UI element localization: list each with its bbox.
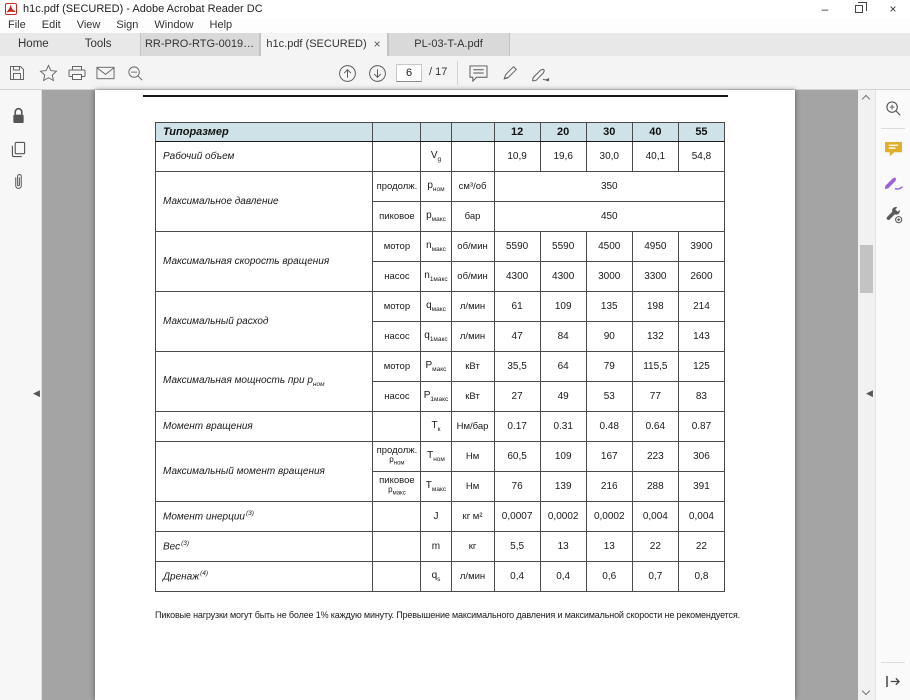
spec-table-subrow-cell: насос — [373, 382, 421, 412]
spec-table-subrow-cell: мотор — [373, 292, 421, 322]
spec-table-header-cell: 40 — [632, 123, 678, 142]
spec-table-header-cell: 20 — [540, 123, 586, 142]
spec-table-subrow-cell: насос — [373, 322, 421, 352]
spec-table-value-cell: 19,6 — [540, 142, 586, 172]
spec-table-value-cell: 0,4 — [494, 562, 540, 592]
table-row — [156, 502, 725, 532]
spec-table-unit-cell: Нм — [451, 472, 494, 502]
spec-table-subrow-cell: пиковое $p_{макс}$ — [373, 472, 421, 502]
menu-sign[interactable]: Sign — [116, 19, 139, 31]
spec-table-label-cell: Момент вращения — [156, 412, 373, 442]
spec-table-value-cell: 216 — [586, 472, 632, 502]
spec-table-value-cell: 4300 — [494, 262, 540, 292]
table-row — [156, 352, 725, 382]
spec-table-label-cell: Дренаж$^{(4)}$ — [156, 562, 373, 592]
spec-table-value-cell: 132 — [632, 322, 678, 352]
spec-table-header-cell — [451, 123, 494, 142]
spec-table-value-cell: 0,7 — [632, 562, 678, 592]
spec-table-value-cell: 83 — [678, 382, 724, 412]
spec-table-label-cell: Максимальная скорость вращения — [156, 232, 373, 292]
spec-table-symbol-cell: $P_{макс}$ — [421, 352, 451, 382]
spec-table-subrow-cell — [373, 412, 421, 442]
spec-table-value-cell: 61 — [494, 292, 540, 322]
spec-table-value-cell: 450 — [494, 202, 724, 232]
spec-table-value-cell: 0.17 — [494, 412, 540, 442]
comment-panel-icon[interactable] — [883, 138, 904, 159]
document-canvas — [42, 90, 858, 700]
spec-table-subrow-cell: мотор — [373, 352, 421, 382]
spec-table-unit-cell — [451, 142, 494, 172]
spec-table-unit-cell: кВт — [451, 382, 494, 412]
pdf-page — [95, 90, 795, 700]
spec-table-subrow-cell: насос — [373, 262, 421, 292]
spec-table-value-cell: 0,004 — [678, 502, 724, 532]
spec-table-header-cell: 30 — [586, 123, 632, 142]
spec-table-label-cell: Максимальное давление — [156, 172, 373, 232]
spec-table-value-cell: 4500 — [586, 232, 632, 262]
page-count-label: / 17 — [429, 66, 448, 78]
spec-table-value-cell: 47 — [494, 322, 540, 352]
spec-table-subrow-cell: пиковое — [373, 202, 421, 232]
spec-table-value-cell: 4950 — [632, 232, 678, 262]
minimize-icon[interactable]: – — [821, 2, 829, 16]
spec-table-label-cell: Вес$^{(3)}$ — [156, 532, 373, 562]
spec-table-value-cell: 5590 — [494, 232, 540, 262]
spec-table-value-cell: 167 — [586, 442, 632, 472]
spec-table-value-cell: 53 — [586, 382, 632, 412]
spec-table-value-cell: 30,0 — [586, 142, 632, 172]
table-row — [156, 142, 725, 172]
spec-table-unit-cell: кг — [451, 532, 494, 562]
tab-bar — [0, 33, 910, 56]
spec-table-symbol-cell: $T_к$ — [421, 412, 451, 442]
spec-table-value-cell: 0,0007 — [494, 502, 540, 532]
spec-table-symbol-cell: $T_{ном}$ — [421, 442, 451, 472]
lock-icon[interactable] — [7, 105, 29, 127]
spec-table-value-cell: 10,9 — [494, 142, 540, 172]
table-row — [156, 412, 725, 442]
menu-edit[interactable]: Edit — [41, 19, 61, 31]
menu-file[interactable]: File — [8, 19, 26, 31]
spec-table-symbol-cell: $T_{макс}$ — [421, 472, 451, 502]
spec-table-value-cell: 288 — [632, 472, 678, 502]
spec-table-symbol-cell: $p_{макс}$ — [421, 202, 451, 232]
spec-table-subrow-cell — [373, 562, 421, 592]
spec-table-value-cell: 2600 — [678, 262, 724, 292]
spec-table-value-cell: 5590 — [540, 232, 586, 262]
spec-table-unit-cell: об/мин — [451, 262, 494, 292]
spec-table-value-cell: 3900 — [678, 232, 724, 262]
spec-table-value-cell: 109 — [540, 442, 586, 472]
spec-table-value-cell: 79 — [586, 352, 632, 382]
spec-table-value-cell: 3300 — [632, 262, 678, 292]
spec-table-value-cell: 49 — [540, 382, 586, 412]
spec-table-symbol-cell: $p_{ном}$ — [421, 172, 451, 202]
spec-table-label-cell: Максимальная мощность при $p_{ном}$ — [156, 352, 373, 412]
spec-table-value-cell: 139 — [540, 472, 586, 502]
spec-table-unit-cell: л/мин — [451, 292, 494, 322]
spec-table-value-cell: 27 — [494, 382, 540, 412]
spec-table-symbol-cell: $P_{1макс}$ — [421, 382, 451, 412]
spec-table-value-cell: 60,5 — [494, 442, 540, 472]
spec-table-value-cell: 0,4 — [540, 562, 586, 592]
page-rule-line — [143, 95, 728, 97]
main-toolbar — [0, 56, 910, 90]
spec-table-value-cell: 115,5 — [632, 352, 678, 382]
spec-table-value-cell: 214 — [678, 292, 724, 322]
spec-table-value-cell: 125 — [678, 352, 724, 382]
scroll-down-icon[interactable] — [862, 687, 870, 695]
spec-table-value-cell: 143 — [678, 322, 724, 352]
spec-table-value-cell: 350 — [494, 172, 724, 202]
spec-table-value-cell: 306 — [678, 442, 724, 472]
spec-table-value-cell: 135 — [586, 292, 632, 322]
tab-label: RR-PRO-RTG-0019… — [144, 38, 255, 50]
spec-table-label-cell: Момент инерции$^{(3)}$ — [156, 502, 373, 532]
spec-table-symbol-cell: $n_{макс}$ — [421, 232, 451, 262]
spec-table-subrow-cell — [373, 142, 421, 172]
spec-table-value-cell: 0.64 — [632, 412, 678, 442]
right-tool-rail — [875, 90, 910, 700]
spec-table-unit-cell: л/мин — [451, 322, 494, 352]
spec-table-unit-cell: Нм — [451, 442, 494, 472]
spec-table-value-cell: 0.87 — [678, 412, 724, 442]
spec-table-header-cell — [373, 123, 421, 142]
spec-table-head — [156, 123, 725, 142]
spec-table-value-cell: 0,6 — [586, 562, 632, 592]
attachments-icon[interactable] — [7, 170, 29, 192]
email-icon[interactable] — [94, 63, 116, 83]
spec-table-value-cell: 90 — [586, 322, 632, 352]
spec-table-value-cell: 40,1 — [632, 142, 678, 172]
scrollbar-thumb[interactable] — [860, 245, 873, 293]
collapse-left-panel-icon[interactable]: ◀ — [33, 388, 40, 398]
spec-table-value-cell: 0.48 — [586, 412, 632, 442]
spec-table-label-cell: Максимальный расход — [156, 292, 373, 352]
spec-table-symbol-cell: $n_{1макс}$ — [421, 262, 451, 292]
spec-table-subrow-cell: продолж. — [373, 172, 421, 202]
spec-table-subrow-cell: мотор — [373, 232, 421, 262]
title-bar — [0, 0, 910, 18]
menu-help[interactable]: Help — [209, 19, 233, 31]
spec-table-body — [156, 142, 725, 592]
table-row — [156, 562, 725, 592]
spec-table-value-cell: 391 — [678, 472, 724, 502]
fill-sign-icon[interactable] — [883, 172, 904, 193]
spec-table-unit-cell: л/мин — [451, 562, 494, 592]
restore-glyph — [855, 5, 863, 13]
spec-table-value-cell: 0,0002 — [586, 502, 632, 532]
page-number-input[interactable]: 6 — [396, 64, 422, 82]
window-title: h1c.pdf (SECURED) - Adobe Acrobat Reader DC — [23, 3, 263, 15]
spec-table-value-cell: 3000 — [586, 262, 632, 292]
rail-divider — [881, 128, 905, 129]
spec-table-value-cell: 223 — [632, 442, 678, 472]
spec-table-value-cell: 4300 — [540, 262, 586, 292]
spec-table-value-cell: 0,8 — [678, 562, 724, 592]
spec-table-subrow-cell — [373, 532, 421, 562]
spec-table-value-cell: 5,5 — [494, 532, 540, 562]
page-up-icon[interactable] — [336, 63, 358, 83]
tab-document-1[interactable] — [140, 33, 260, 56]
spec-table-value-cell: 0,0002 — [540, 502, 586, 532]
table-row — [156, 292, 725, 322]
spec-table-symbol-cell: $V_g$ — [421, 142, 451, 172]
collapse-right-panel-icon[interactable]: ◀ — [866, 388, 873, 398]
spec-table-header-cell — [421, 123, 451, 142]
tab-close-icon[interactable]: × — [373, 37, 381, 51]
spec-table-value-cell: 13 — [540, 532, 586, 562]
spec-table-subrow-cell: продолж. $p_{ном}$ — [373, 442, 421, 472]
spec-table-value-cell: 35,5 — [494, 352, 540, 382]
spec-table-value-cell: 0,004 — [632, 502, 678, 532]
rail-divider — [881, 662, 905, 663]
toolbar-divider — [457, 61, 458, 85]
comment-icon[interactable] — [467, 63, 489, 83]
menu-window[interactable]: Window — [154, 19, 194, 31]
tab-label: PL-03-T-A.pdf — [414, 38, 483, 50]
table-footnote: Пиковые нагрузки могут быть не более 1% каждую минуту. Превышение максимального давления и максимальной скорости не рекомендуется. — [155, 610, 740, 620]
spec-table-value-cell: 54,8 — [678, 142, 724, 172]
close-icon[interactable]: × — [889, 2, 897, 16]
print-icon[interactable] — [66, 63, 88, 83]
table-row — [156, 532, 725, 562]
page-thumbnails-icon[interactable] — [7, 138, 29, 160]
menu-bar — [0, 18, 910, 33]
spec-table-value-cell: 22 — [678, 532, 724, 562]
spec-table-unit-cell: Нм/бар — [451, 412, 494, 442]
spec-table-unit-cell: кг м² — [451, 502, 494, 532]
spec-table-unit-cell: см³/об — [451, 172, 494, 202]
menu-view[interactable]: View — [76, 19, 101, 31]
spec-table-unit-cell: бар — [451, 202, 494, 232]
spec-table-value-cell: 64 — [540, 352, 586, 382]
spec-table-value-cell: 0.31 — [540, 412, 586, 442]
table-row — [156, 172, 725, 202]
search-icon[interactable] — [124, 63, 146, 83]
spec-table-value-cell: 76 — [494, 472, 540, 502]
table-row — [156, 123, 725, 142]
tab-tools[interactable]: Tools — [84, 38, 112, 50]
spec-table-value-cell: 109 — [540, 292, 586, 322]
spec-table — [155, 122, 725, 592]
tab-home[interactable]: Home — [18, 38, 49, 50]
spec-table-header-cell: Типоразмер — [156, 123, 373, 142]
spec-table-value-cell: 198 — [632, 292, 678, 322]
spec-table-unit-cell: кВт — [451, 352, 494, 382]
spec-table-value-cell: 13 — [586, 532, 632, 562]
spec-table-symbol-cell: J — [421, 502, 451, 532]
spec-table-value-cell: 22 — [632, 532, 678, 562]
favorites-star-icon[interactable] — [37, 63, 59, 83]
spec-table-value-cell: 77 — [632, 382, 678, 412]
restore-icon[interactable] — [842, 0, 876, 18]
spec-table-header-cell: 12 — [494, 123, 540, 142]
spec-table-value-cell: 84 — [540, 322, 586, 352]
table-row — [156, 232, 725, 262]
tab-label: h1c.pdf (SECURED) — [266, 38, 367, 50]
spec-table-symbol-cell: $q_{1макс}$ — [421, 322, 451, 352]
tab-document-active[interactable] — [260, 33, 388, 56]
spec-table-symbol-cell: m — [421, 532, 451, 562]
page-down-icon[interactable] — [366, 63, 388, 83]
spec-table-container — [155, 122, 725, 592]
marquee-zoom-icon[interactable] — [883, 98, 904, 119]
more-tools-icon[interactable] — [883, 204, 904, 225]
spec-table-label-cell: Рабочий объем — [156, 142, 373, 172]
save-icon[interactable] — [6, 63, 28, 83]
spec-table-label-cell: Максимальный момент вращения — [156, 442, 373, 502]
spec-table-unit-cell: об/мин — [451, 232, 494, 262]
open-panel-icon[interactable] — [883, 671, 904, 692]
spec-table-symbol-cell: $q_{макс}$ — [421, 292, 451, 322]
table-row — [156, 442, 725, 472]
scroll-up-icon[interactable] — [862, 95, 870, 103]
highlighter-icon[interactable] — [499, 63, 521, 83]
spec-table-header-cell: 55 — [678, 123, 724, 142]
spec-table-symbol-cell: $q_s$ — [421, 562, 451, 592]
pdf-file-icon — [5, 3, 17, 15]
tab-document-3[interactable] — [388, 33, 510, 56]
sign-icon[interactable] — [530, 63, 552, 83]
spec-table-subrow-cell — [373, 502, 421, 532]
